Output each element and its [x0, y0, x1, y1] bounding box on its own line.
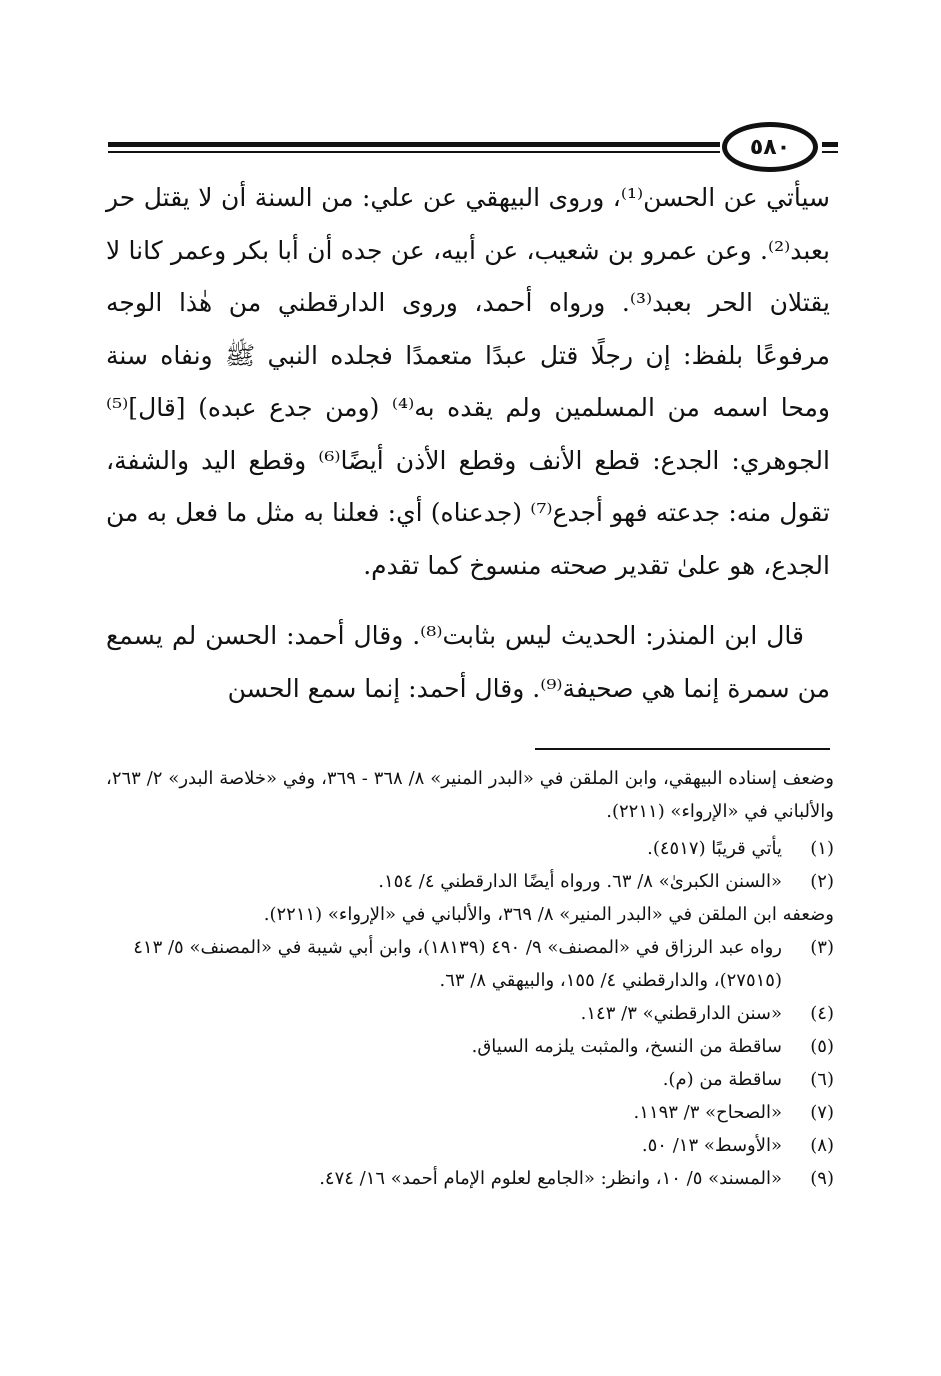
footnote-number: (٣)	[810, 937, 834, 958]
footnote-number: (٦)	[810, 1069, 834, 1090]
footnote-number: (٤)	[810, 1003, 834, 1024]
footnote-text: ساقطة من (م).	[662, 1069, 782, 1090]
footnote-item	[106, 1096, 834, 1129]
footnote-text: يأتي قريبًا (٤٥١٧).	[647, 838, 782, 859]
footnote-number: (٩)	[810, 1168, 834, 1189]
footnote-separator	[535, 748, 830, 750]
footnote-item	[106, 1162, 834, 1195]
page-number: ٥٨٠	[749, 134, 791, 160]
footnote-text: وضعفه ابن الملقن في «البدر المنير» ٨/ ٣٦٩، والألباني في «الإرواء» (٢٢١١).	[263, 904, 834, 925]
footnote-text: «الصحاح» ٣/ ١١٩٣.	[633, 1102, 782, 1123]
footnote-item	[106, 1030, 834, 1063]
footnote-item	[106, 1063, 834, 1096]
main-paragraph-2: قال ابن المنذر: الحديث ليس بثابت⁽⁸⁾. وقال أحمد: الحسن لم يسمع من سمرة إنما هي صحيفة⁽⁹⁾. وقال أحمد: إنما سمع الحسن	[106, 621, 830, 703]
footnote-text: «المسند» ٥/ ١٠، وانظر: «الجامع لعلوم الإمام أحمد» ١٦/ ٤٧٤.	[319, 1168, 782, 1189]
page-number-badge	[722, 122, 818, 172]
footnote-number: (٧)	[810, 1102, 834, 1123]
main-text	[106, 172, 830, 715]
footnote-continuation: وضعف إسناده البيهقي، وابن الملقن في «البدر المنير» ٨/ ٣٦٨ - ٣٦٩، وفي «خلاصة البدر» ٢/ ٢٦٣، والألباني في «الإرواء» (٢٢١١).	[106, 768, 834, 822]
footnote-number: (٨)	[810, 1135, 834, 1156]
footnote-text: «سنن الدارقطني» ٣/ ١٤٣.	[580, 1003, 782, 1024]
header-rule-right-thick	[822, 142, 838, 147]
footnote-item	[106, 931, 834, 997]
page-header	[108, 118, 838, 178]
footnote-text: رواه عبد الرزاق في «المصنف» ٩/ ٤٩٠ (١٨١٣٩)، وابن أبي شيبة في «المصنف» ٥/ ٤١٣ (٢٧٥١٥)، والدارقطني ٤/ ١٥٥، والبيهقي ٨/ ٦٣.	[133, 937, 782, 991]
footnote-item-continued	[106, 898, 834, 931]
header-rule-thick	[108, 142, 720, 147]
main-paragraph-1: سيأتي عن الحسن⁽¹⁾، وروى البيهقي عن علي: من السنة أن لا يقتل حر بعبد⁽²⁾. وعن عمرو بن شعيب، عن أبيه، عن جده أن أبا بكر وعمر كانا لا يقتلان الحر بعبد⁽³⁾. ورواه أحمد، وروى الدارقطني من هٰذا الوجه مرفوعًا بلفظ: إن رجلًا قتل عبدًا متعمدًا فجلده النبي ﷺ ونفاه سنة ومحا اسمه من المسلمين ولم يقده به⁽⁴⁾ (ومن جدع عبده) [قال]⁽⁵⁾ الجوهري: الجدع: قطع الأنف وقطع الأذن أيضًا⁽⁶⁾ وقطع اليد والشفة، تقول منه: جدعته فهو أجدع⁽⁷⁾ (جدعناه) أي: فعلنا به مثل ما فعل به من الجدع، هو علىٰ تقدير صحته منسوخ كما تقدم.	[106, 183, 830, 580]
footnote-item	[106, 1129, 834, 1162]
footnote-text: «الأوسط» ١٣/ ٥٠.	[641, 1135, 782, 1156]
header-rule-thin	[108, 151, 720, 153]
footnote-text: «السنن الكبرىٰ» ٨/ ٦٣. ورواه أيضًا الدارقطني ٤/ ١٥٤.	[378, 871, 782, 892]
footnotes	[106, 762, 834, 1195]
footnote-item	[106, 832, 834, 865]
footnote-number: (١)	[810, 838, 834, 859]
footnote-number: (٥)	[810, 1036, 834, 1057]
footnote-item	[106, 997, 834, 1030]
footnote-number: (٢)	[810, 871, 834, 892]
footnote-item	[106, 865, 834, 898]
footnote-text: ساقطة من النسخ، والمثبت يلزمه السياق.	[471, 1036, 782, 1057]
header-rule-right-thin	[822, 151, 838, 153]
